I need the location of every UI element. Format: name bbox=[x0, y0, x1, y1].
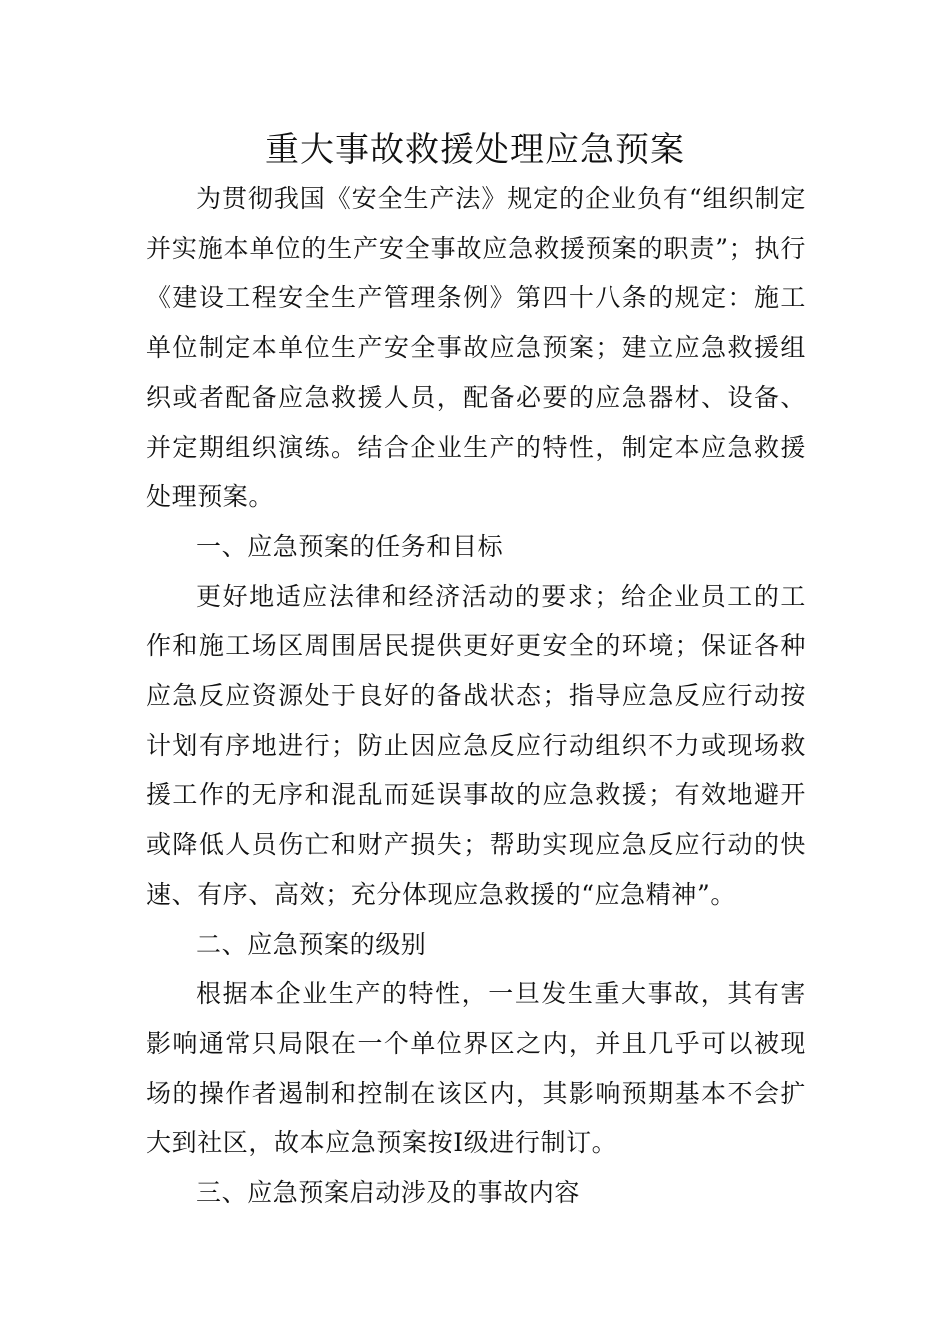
intro-paragraph: 为贯彻我国《安全生产法》规定的企业负有“组织制定并实施本单位的生产安全事故应急救援预案的职责”；执行《建设工程安全生产管理条例》第四十八条的规定：施工单位制定本单位生产安全事故应急预案；建立应急救援组织或者配备应急救援人员，配备必要的应急器材、设备、并定期组织演练。结合企业生产的特性，制定本应急救援处理预案。 bbox=[146, 184, 806, 512]
document-title: 重大事故救援处理应急预案 bbox=[265, 130, 685, 170]
section-paragraph-2: 根据本企业生产的特性，一旦发生重大事故，其有害影响通常只局限在一个单位界区之内，并且几乎可以被现场的操作者遏制和控制在该区内，其影响预期基本不会扩大到社区，故本应急预案按Ⅰ级进行制订。 bbox=[146, 979, 806, 1158]
section-heading-2: 二、应急预案的级别 bbox=[196, 929, 427, 959]
section-heading-1: 一、应急预案的任务和目标 bbox=[196, 531, 504, 561]
section-heading-3: 三、应急预案启动涉及的事故内容 bbox=[196, 1178, 581, 1208]
document-body bbox=[146, 174, 806, 1218]
section-paragraph-1: 更好地适应法律和经济活动的要求；给企业员工的工作和施工场区周围居民提供更好更安全的环境；保证各种应急反应资源处于良好的备战状态；指导应急反应行动按计划有序地进行；防止因应急反应行动组织不力或现场救援工作的无序和混乱而延误事故的应急救援；有效地避开或降低人员伤亡和财产损失；帮助实现应急反应行动的快速、有序、高效；充分体现应急救援的“应急精神”。 bbox=[146, 581, 806, 909]
